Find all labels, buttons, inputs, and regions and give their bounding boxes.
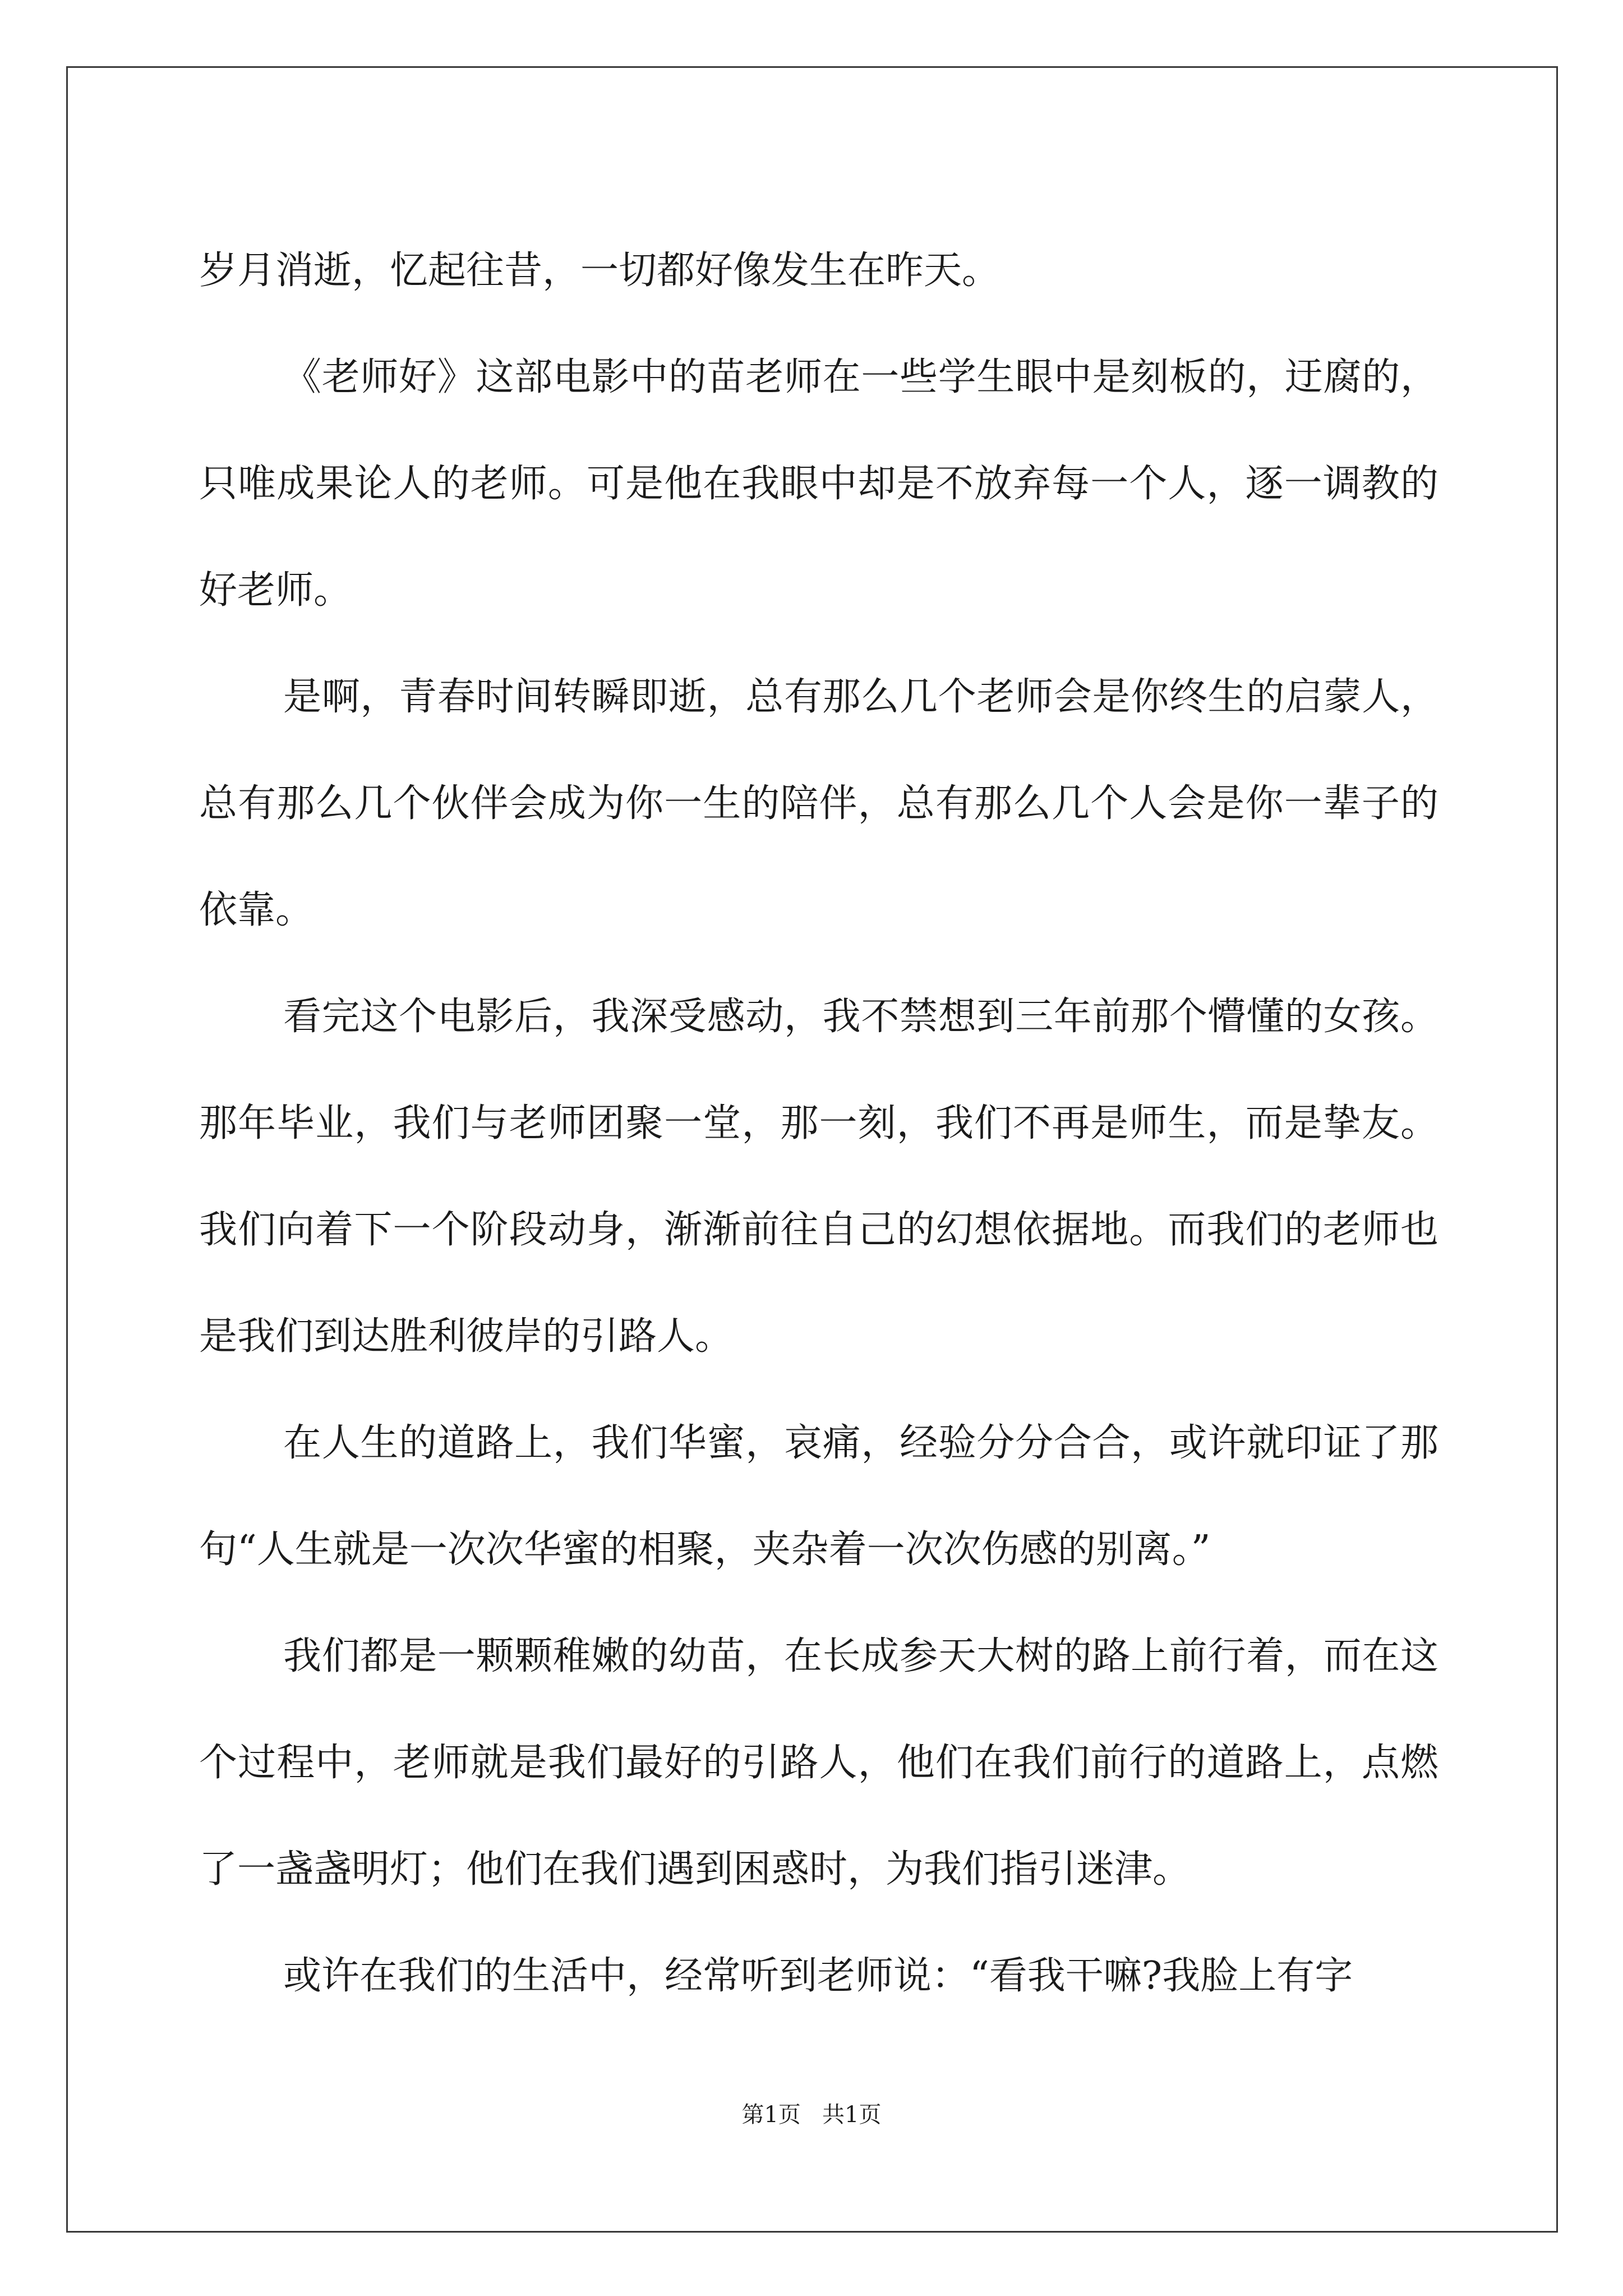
- paragraph: 或许在我们的生活中，经常听到老师说：“看我干嘛?我脸上有字: [283, 1954, 1353, 1998]
- document-body: [199, 218, 1438, 2030]
- paragraph: 岁月消逝，忆起往昔，一切都好像发生在昨天。: [199, 249, 1000, 293]
- paragraph: 是啊，青春时间转瞬即逝，总有那么几个老师会是你终生的启蒙人，总有那么几个伙伴会成为你一生的陪伴，总有那么几个人会是你一辈子的依靠。: [199, 675, 1438, 932]
- paragraph: 我们都是一颗颗稚嫩的幼苗，在长成参天大树的路上前行着，而在这个过程中，老师就是我们最好的引路人，他们在我们前行的道路上，点燃了一盏盏明灯；他们在我们遇到困惑时，为我们指引迷津。: [199, 1634, 1438, 1892]
- page-footer: 第1页 共1页: [741, 2102, 882, 2128]
- paragraph: 看完这个电影后，我深受感动，我不禁想到三年前那个懵懂的女孩。那年毕业，我们与老师团聚一堂，那一刻，我们不再是师生，而是挚友。我们向着下一个阶段动身，渐渐前往自己的幻想依据地。而我们的老师也是我们到达胜利彼岸的引路人。: [199, 995, 1438, 1359]
- paragraph: 在人生的道路上，我们华蜜，哀痛，经验分分合合，或许就印证了那句“人生就是一次次华蜜的相聚，夹杂着一次次伤感的别离。”: [199, 1421, 1438, 1572]
- paragraph: 《老师好》这部电影中的苗老师在一些学生眼中是刻板的，迂腐的，只唯成果论人的老师。可是他在我眼中却是不放弃每一个人，逐一调教的好老师。: [199, 355, 1438, 613]
